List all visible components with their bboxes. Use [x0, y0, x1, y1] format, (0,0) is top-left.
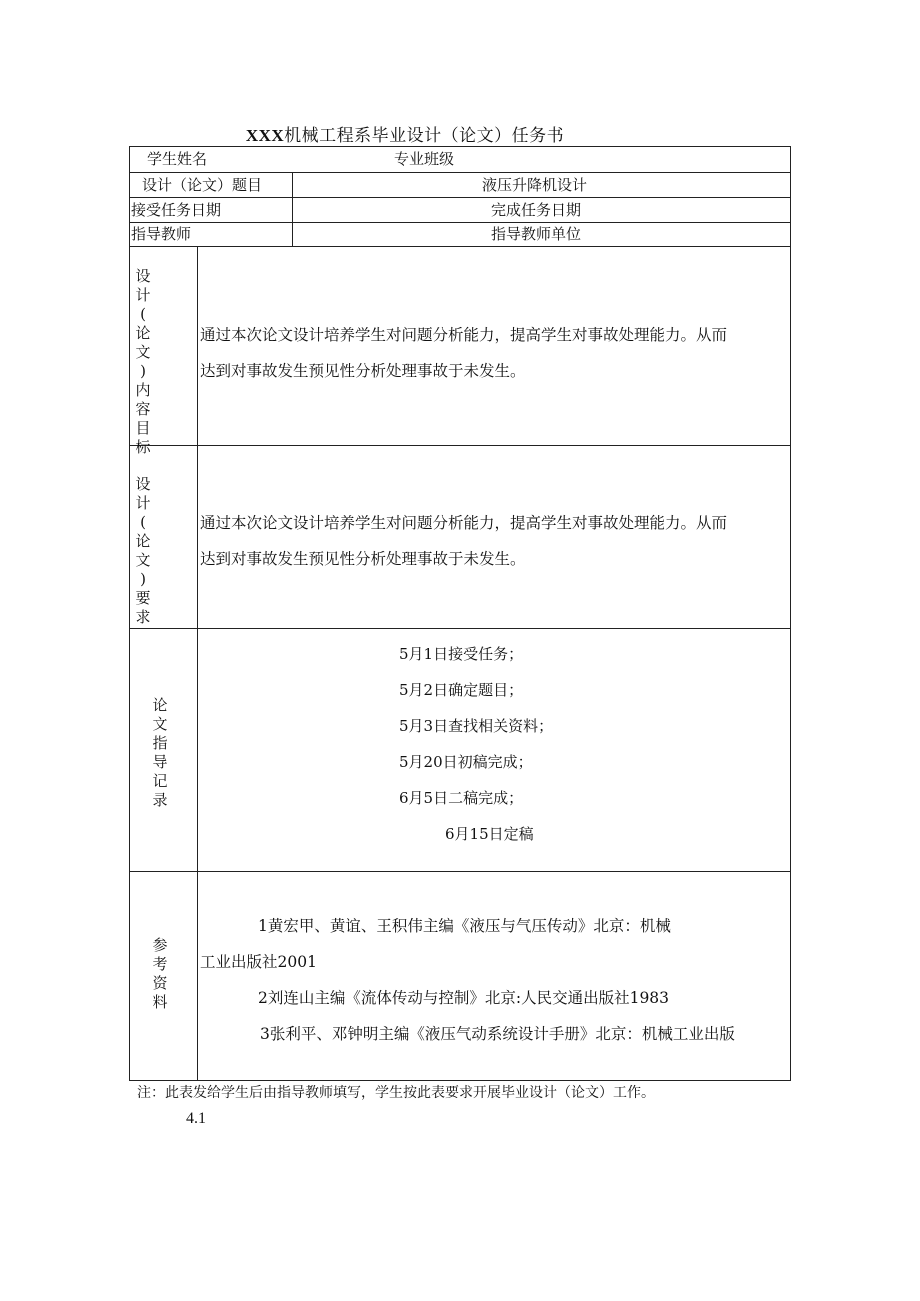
- label-char: 文: [135, 343, 151, 361]
- major-class-label: 专业班级: [394, 150, 455, 168]
- label-char: 记: [152, 772, 168, 790]
- label-char: 计: [135, 286, 151, 304]
- list-item: 5月3日查找相关资料；: [399, 717, 554, 735]
- list-item: 6月5日二稿完成；: [399, 789, 524, 807]
- table-rule: [129, 628, 791, 629]
- label-char: (: [140, 513, 146, 531]
- label-char: 标: [135, 438, 151, 456]
- label-char: 计: [135, 494, 151, 512]
- list-item: 5月20日初稿完成；: [399, 753, 533, 771]
- reference-line: 2刘连山主编《流体传动与控制》北京:人民交通出版社1983: [258, 989, 670, 1007]
- references-list: [200, 908, 790, 1052]
- table-rule-vertical: [197, 246, 198, 1081]
- label-char: 目: [135, 419, 151, 437]
- label-char: 资: [152, 974, 168, 992]
- label-char: 参: [152, 936, 168, 954]
- paragraph-line: 通过本次论文设计培养学生对问题分析能力，提高学生对事故处理能力。从而: [200, 514, 728, 532]
- label-char: 内: [135, 381, 151, 399]
- table-rule: [129, 871, 791, 872]
- table-rule: [129, 246, 791, 247]
- list-item: 6月15日定稿: [445, 825, 534, 843]
- reference-line: 1黄宏甲、黄谊、王积伟主编《液压与气压传动》北京：机械: [258, 917, 671, 935]
- label-char: ): [140, 570, 146, 588]
- topic-value: 液压升降机设计: [482, 176, 588, 194]
- title-text: 机械工程系毕业设计（论文）任务书: [284, 126, 565, 146]
- label-char: 设: [135, 267, 151, 285]
- content-goal-label: [133, 267, 153, 457]
- label-char: 论: [135, 324, 151, 342]
- table-rule: [129, 445, 791, 446]
- references-label: [150, 936, 170, 1012]
- table-rule: [129, 172, 791, 173]
- table-rule: [129, 222, 791, 223]
- receive-date-label: 接受任务日期: [131, 201, 222, 219]
- label-char: 容: [135, 400, 151, 418]
- label-char: 论: [135, 532, 151, 550]
- paragraph-line: 通过本次论文设计培养学生对问题分析能力，提高学生对事故处理能力。从而: [200, 326, 728, 344]
- label-char: 求: [135, 608, 151, 626]
- guidance-record-list: [399, 636, 553, 852]
- list-item: 5月2日确定题目；: [399, 681, 524, 699]
- requirements-label: [133, 475, 153, 627]
- content-goal-text: [200, 317, 790, 389]
- label-char: 设: [135, 475, 151, 493]
- label-char: 文: [152, 715, 168, 733]
- requirements-text: [200, 505, 790, 577]
- finish-date-label: 完成任务日期: [491, 201, 582, 219]
- label-char: 考: [152, 955, 168, 973]
- topic-label: 设计（论文）题目: [142, 176, 263, 194]
- paragraph-line: 达到对事故发生预见性分析处理事故于未发生。: [200, 362, 526, 380]
- label-char: 指: [152, 734, 168, 752]
- table-rule-vertical: [292, 172, 293, 247]
- label-char: (: [140, 305, 146, 323]
- table-border-right: [790, 146, 791, 1081]
- advisor-label: 指导教师: [131, 225, 192, 243]
- reference-line: 工业出版社2001: [200, 953, 317, 971]
- page-number: 4.1: [186, 1110, 206, 1127]
- table-rule: [129, 197, 791, 198]
- label-char: 要: [135, 589, 151, 607]
- paragraph-line: 达到对事故发生预见性分析处理事故于未发生。: [200, 550, 526, 568]
- label-char: 文: [135, 551, 151, 569]
- page-title: [0, 121, 810, 146]
- footnote: 注：此表发给学生后由指导教师填写，学生按此表要求开展毕业设计（论文）工作。: [137, 1085, 655, 1101]
- table-border-left: [129, 146, 130, 1081]
- reference-line: 3张利平、邓钟明主编《液压气动系统设计手册》北京：机械工业出版: [260, 1025, 735, 1043]
- advisor-unit-label: 指导教师单位: [491, 225, 582, 243]
- label-char: 料: [152, 993, 168, 1011]
- student-name-label: 学生姓名: [147, 150, 208, 168]
- label-char: ): [140, 362, 146, 380]
- label-char: 论: [152, 696, 168, 714]
- table-border-top: [129, 146, 791, 147]
- label-char: 导: [152, 753, 168, 771]
- list-item: 5月1日接受任务；: [399, 645, 524, 663]
- title-prefix: XXX: [245, 126, 285, 145]
- guidance-record-label: [150, 696, 170, 810]
- table-border-bottom: [129, 1080, 791, 1081]
- label-char: 录: [152, 791, 168, 809]
